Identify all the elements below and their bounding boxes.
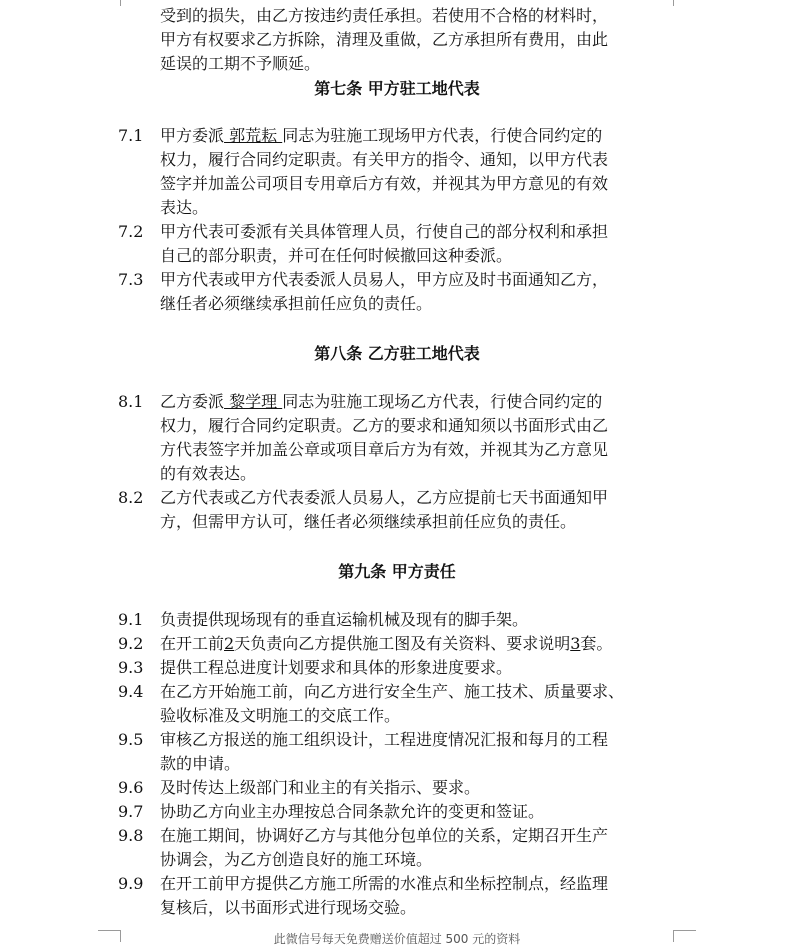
- clause-9-1-number: 9.1: [118, 610, 144, 629]
- clause-9-4-number: 9.4: [118, 682, 144, 701]
- clause-7-3-line-1: 甲方代表或甲方代表委派人员易人，甲方应及时书面通知乙方，: [160, 270, 609, 289]
- clause-9-2-line-1: [160, 632, 612, 656]
- clause-7-3-line-2: 继任者必须继续承担前任应负的责任。: [160, 294, 433, 313]
- clause-8-1-suffix: 同志为驻施工现场乙方代表，行使合同约定的: [282, 392, 603, 411]
- clause-9-2-text-e: 套。: [580, 634, 613, 653]
- clause-9-2-text-a: 在开工前: [160, 634, 225, 653]
- clause-8-1-representative-name: 黎学理: [224, 392, 283, 411]
- clause-9-3-line-1: 提供工程总进度计划要求和具体的形象进度要求。: [160, 658, 513, 677]
- article-7-heading: 第七条 甲方驻工地代表: [314, 79, 480, 98]
- article-8-heading: 第八条 乙方驻工地代表: [314, 344, 480, 363]
- clause-9-6-line-1: 及时传达上级部门和业主的有关指示、要求。: [160, 778, 481, 797]
- article-9-heading: 第九条 甲方责任: [338, 562, 456, 581]
- clause-9-5-line-1: 审核乙方报送的施工组织设计，工程进度情况汇报和每月的工程: [160, 730, 609, 749]
- clause-8-1-prefix: 乙方委派: [160, 392, 225, 411]
- clause-9-8-line-2: 协调会，为乙方创造良好的施工环境。: [160, 850, 433, 869]
- intro-line-2: 甲方有权要求乙方拆除，清理及重做，乙方承担所有费用，由此: [160, 30, 609, 49]
- clause-8-1-line-1: [160, 390, 602, 414]
- clause-9-1-line-1: 负责提供现场现有的垂直运输机械及现有的脚手架。: [160, 610, 529, 629]
- footer-watermark-text: 此微信号每天免费赠送价值超过 500 元的资料: [273, 932, 521, 946]
- clause-8-1-line-4: 的有效表达。: [160, 464, 257, 483]
- clause-7-1-line-1: [160, 124, 602, 148]
- clause-8-1-line-2: 权力，履行合同约定职责。乙方的要求和通知须以书面形式由乙: [160, 416, 609, 435]
- clause-7-1-line-3: 签字并加盖公司项目专用章后方有效，并视其为甲方意见的有效: [160, 174, 609, 193]
- clause-9-7-line-1: 协助乙方向业主办理按总合同条款允许的变更和签证。: [160, 802, 545, 821]
- clause-9-9-number: 9.9: [118, 874, 144, 893]
- clause-7-2-line-2: 自己的部分职责，并可在任何时候撤回这种委派。: [160, 246, 513, 265]
- clause-9-4-line-2: 验收标准及文明施工的交底工作。: [160, 706, 401, 725]
- clause-9-4-line-1: 在乙方开始施工前，向乙方进行安全生产、施工技术、质量要求、: [160, 682, 625, 701]
- page-corner-mark-top-left: [120, 0, 121, 6]
- clause-9-6-number: 9.6: [118, 778, 144, 797]
- clause-8-1-number: 8.1: [118, 392, 144, 411]
- clause-9-7-number: 9.7: [118, 802, 144, 821]
- clause-9-9-line-1: 在开工前甲方提供乙方施工所需的水准点和坐标控制点，经监理: [160, 874, 609, 893]
- clause-9-2-text-c: 天负责向乙方提供施工图及有关资料、要求说明: [234, 634, 571, 653]
- clause-7-1-representative-name: 郭荒耘: [224, 126, 283, 145]
- clause-9-8-line-1: 在施工期间，协调好乙方与其他分包单位的关系，定期召开生产: [160, 826, 609, 845]
- intro-line-1: 受到的损失，由乙方按违约责任承担。若使用不合格的材料时，: [160, 6, 609, 25]
- clause-8-2-number: 8.2: [118, 488, 144, 507]
- clause-7-1-line-2: 权力，履行合同约定职责。有关甲方的指令、通知，以甲方代表: [160, 150, 609, 169]
- clause-9-2-sets: 3: [570, 634, 581, 653]
- clause-9-5-line-2: 款的申请。: [160, 754, 241, 773]
- clause-7-2-line-1: 甲方代表可委派有关具体管理人员，行使自己的部分权利和承担: [160, 222, 609, 241]
- clause-7-3-number: 7.3: [118, 270, 144, 289]
- clause-9-9-line-2: 复核后，以书面形式进行现场交验。: [160, 898, 417, 917]
- clause-7-1-prefix: 甲方委派: [160, 126, 225, 145]
- page-corner-mark-top-right: [673, 0, 674, 6]
- clause-9-8-number: 9.8: [118, 826, 144, 845]
- clause-8-2-line-1: 乙方代表或乙方代表委派人员易人，乙方应提前七天书面通知甲: [160, 488, 609, 507]
- clause-8-1-line-3: 方代表签字并加盖公章或项目章后方为有效，并视其为乙方意见: [160, 440, 609, 459]
- clause-7-2-number: 7.2: [118, 222, 144, 241]
- intro-line-3: 延误的工期不予顺延。: [160, 54, 321, 73]
- clause-9-3-number: 9.3: [118, 658, 144, 677]
- clause-7-1-suffix: 同志为驻施工现场甲方代表，行使合同约定的: [282, 126, 603, 145]
- clause-8-2-line-2: 方，但需甲方认可，继任者必须继续承担前任应负的责任。: [160, 512, 577, 531]
- clause-9-2-days: 2: [224, 634, 235, 653]
- clause-7-1-number: 7.1: [118, 126, 144, 145]
- clause-7-1-line-4: 表达。: [160, 198, 209, 217]
- clause-9-5-number: 9.5: [118, 730, 144, 749]
- clause-9-2-number: 9.2: [118, 634, 144, 653]
